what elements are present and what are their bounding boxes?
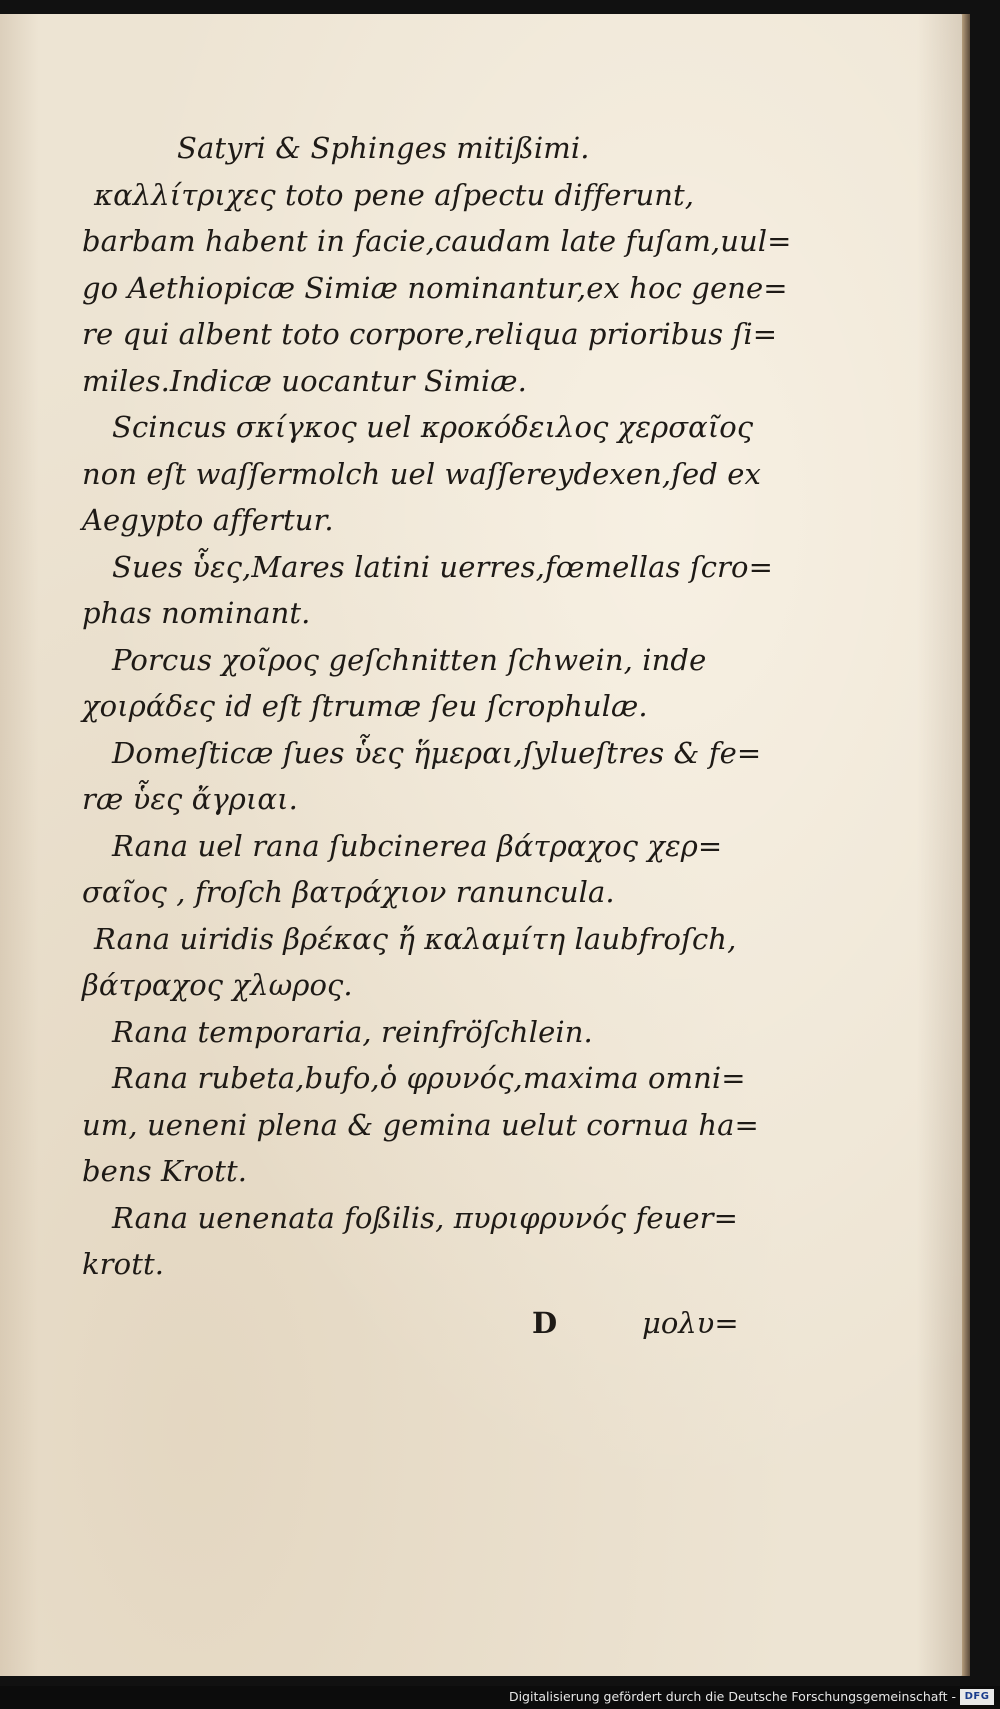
dfg-logo-icon: DFG bbox=[960, 1689, 994, 1705]
text-line: Rana uenenata foßilis, πυριφρυνός feuer= bbox=[112, 1200, 739, 1235]
text-line: Rana uiridis βρέκας ἤ καλαμίτη laubfroſch, bbox=[94, 921, 737, 956]
page-text bbox=[82, 125, 792, 1288]
text-line: Domeſticæ ſues ὗες ἥμεραι,ſylueſtres & fe= bbox=[112, 735, 762, 770]
text-line: Porcus χοῖρος geſchnitten ſchwein, inde bbox=[112, 642, 707, 677]
text-line: phas nominant. bbox=[82, 596, 311, 630]
text-line: barbam habent in facie,caudam late fuſam,uul= bbox=[82, 224, 792, 258]
text-line: ræ ὗες ἄγριαι. bbox=[82, 782, 298, 816]
text-line: βάτραχος χλωρος. bbox=[82, 968, 353, 1002]
signature-mark: D bbox=[532, 1306, 558, 1340]
digitization-footer bbox=[0, 1686, 1000, 1709]
text-line: Rana temporaria, reinfröſchlein. bbox=[112, 1014, 593, 1049]
catchword: μολυ= bbox=[642, 1306, 739, 1340]
page-foot bbox=[0, 1300, 965, 1360]
text-line: krott. bbox=[82, 1247, 165, 1281]
running-header: Satyri & Sphinges mitißimi. bbox=[177, 131, 590, 165]
text-line: um, ueneni plena & gemina uelut cornua ha= bbox=[82, 1107, 759, 1142]
text-line: miles.Indicæ uocantur Simiæ. bbox=[82, 363, 527, 398]
text-line: go Aethiopicæ Simiæ nominantur,ex hoc gene= bbox=[82, 270, 788, 305]
text-line: Rana rubeta,bufo,ὁ φρυνός,maxima omni= bbox=[112, 1061, 746, 1095]
text-line: Sues ὗες,Mares latini uerres,fœmellas ſcro= bbox=[112, 549, 773, 584]
text-line: σαῖος , froſch βατράχιον ranuncula. bbox=[82, 875, 615, 909]
text-line: bens Krott. bbox=[82, 1154, 248, 1188]
text-line: non eſt waſſermolch uel waſſereydexen,ſed ex bbox=[82, 456, 761, 491]
text-line: Aegypto affertur. bbox=[82, 503, 334, 537]
text-line: χοιράδες id eſt ſtrumæ ſeu ſcrophulæ. bbox=[82, 689, 648, 723]
text-line: καλλίτριχες toto pene aſpectu differunt, bbox=[94, 177, 695, 212]
page-edge bbox=[962, 14, 970, 1676]
text-line: Rana uel rana ſubcinerea βάτραχος χερ= bbox=[112, 828, 723, 863]
text-line: re qui albent toto corpore,reliqua prioribus ſi= bbox=[82, 317, 778, 351]
footer-credit: Digitalisierung gefördert durch die Deutsche Forschungsgemeinschaft - bbox=[508, 1689, 956, 1704]
text-line: Scincus σκίγκος uel κροκόδειλος χερσαῖος bbox=[112, 410, 754, 444]
